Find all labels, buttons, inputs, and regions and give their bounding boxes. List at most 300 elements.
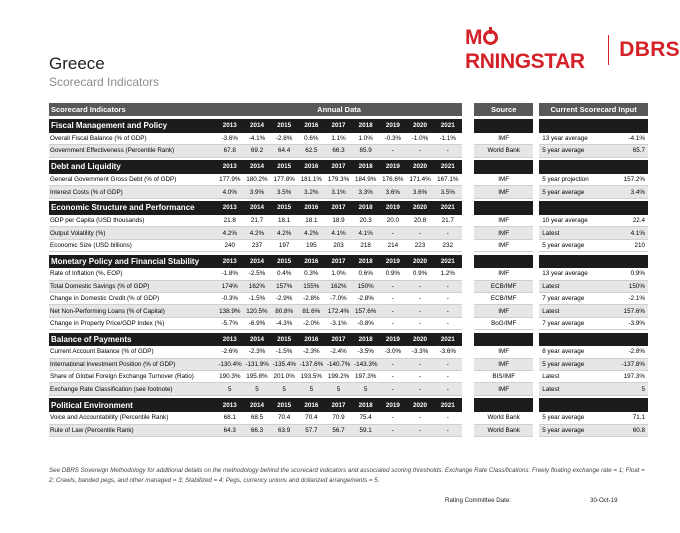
indicator-label: Share of Global Foreign Exchange Turnover (Ratio) [49, 371, 216, 383]
indicator-value: -2.8% [298, 293, 325, 305]
indicator-value: - [406, 145, 433, 157]
indicator-source: IMF [474, 239, 533, 251]
indicator-value: - [406, 227, 433, 239]
indicator-value: - [379, 371, 406, 383]
year-header: 2020 [406, 333, 433, 347]
page-title: Greece [49, 54, 105, 73]
year-header: 2019 [379, 119, 406, 133]
year-header: 2014 [243, 201, 270, 215]
table-row [49, 227, 648, 239]
indicator-value: -2.5% [243, 268, 270, 280]
year-header: 2019 [379, 255, 406, 269]
indicator-value: -0.3% [379, 133, 406, 145]
indicator-value: 201.0% [271, 371, 298, 383]
year-header: 2014 [243, 255, 270, 269]
indicator-value: 218 [352, 239, 379, 251]
indicator-value: - [434, 371, 462, 383]
year-header: 2014 [243, 160, 270, 174]
table-row [49, 424, 648, 436]
indicator-value: 4.0% [216, 186, 243, 198]
year-header: 2018 [352, 333, 379, 347]
year-header: 2020 [406, 119, 433, 133]
indicator-value: -2.4% [325, 346, 352, 358]
company-logo [465, 26, 680, 73]
indicator-value: 120.5% [243, 305, 270, 317]
indicator-value: 171.4% [406, 174, 433, 186]
indicator-value: - [379, 145, 406, 157]
indicator-value: 57.7 [298, 424, 325, 436]
year-header: 2021 [434, 201, 462, 215]
year-header: 2020 [406, 201, 433, 215]
indicator-label: Net Non-Performing Loans (% of Capital) [49, 305, 216, 317]
indicator-value: -0.3% [216, 293, 243, 305]
year-header: 2017 [325, 160, 352, 174]
year-header: 2013 [216, 333, 243, 347]
indicator-value: - [434, 293, 462, 305]
indicator-value: 179.3% [325, 174, 352, 186]
indicator-source: World Bank [474, 412, 533, 424]
table-row [49, 293, 648, 305]
year-header: 2021 [434, 119, 462, 133]
year-header: 2015 [271, 160, 298, 174]
indicator-value: 0.6% [352, 268, 379, 280]
year-header: 2017 [325, 398, 352, 412]
year-header: 2019 [379, 333, 406, 347]
year-header: 2019 [379, 398, 406, 412]
page-header [0, 0, 680, 100]
table-row [49, 133, 648, 145]
input-value: 5 [606, 383, 648, 395]
indicator-value: - [379, 227, 406, 239]
indicator-value: - [406, 383, 433, 395]
indicator-value: 167.1% [434, 174, 462, 186]
indicator-value: - [434, 145, 462, 157]
indicator-value: -6.9% [243, 317, 270, 329]
indicator-source: IMF [474, 186, 533, 198]
indicator-value: 20.0 [379, 215, 406, 227]
indicator-label: General Government Gross Debt (% of GDP) [49, 174, 216, 186]
indicator-value: 0.4% [271, 268, 298, 280]
indicator-value: -131.9% [243, 358, 270, 370]
rating-committee-date: 30-Oct-19 [590, 497, 618, 504]
indicator-label: GDP per Capita (USD thousands) [49, 215, 216, 227]
indicator-value: -4.1% [243, 133, 270, 145]
input-value: 65.7 [606, 145, 648, 157]
table-row [49, 215, 648, 227]
year-header: 2016 [298, 398, 325, 412]
indicator-value: -5.7% [216, 317, 243, 329]
indicator-value: - [406, 358, 433, 370]
indicator-value: 0.3% [298, 268, 325, 280]
year-header: 2021 [434, 255, 462, 269]
indicator-source: IMF [474, 227, 533, 239]
indicator-source: IMF [474, 383, 533, 395]
indicator-value: 150% [352, 280, 379, 292]
indicator-value: 3.6% [379, 186, 406, 198]
indicator-source: World Bank [474, 424, 533, 436]
indicator-value: 0.9% [379, 268, 406, 280]
indicator-label: Interest Costs (% of GDP) [49, 186, 216, 198]
year-header: 2018 [352, 255, 379, 269]
indicator-value: 190.3% [216, 371, 243, 383]
table-row [49, 412, 648, 424]
indicator-value: -3.6% [434, 346, 462, 358]
page-subtitle: Scorecard Indicators [49, 75, 160, 89]
indicator-value: 4.2% [243, 227, 270, 239]
year-header: 2017 [325, 119, 352, 133]
indicator-value: - [434, 305, 462, 317]
year-header: 2014 [243, 119, 270, 133]
table-row [49, 371, 648, 383]
year-header: 2013 [216, 255, 243, 269]
indicator-value: - [379, 317, 406, 329]
indicator-source: IMF [474, 305, 533, 317]
indicator-value: 177.8% [271, 174, 298, 186]
indicator-value: 4.1% [352, 227, 379, 239]
section-title: Economic Structure and Performance [49, 201, 216, 215]
indicator-value: 3.9% [243, 186, 270, 198]
year-header: 2015 [271, 333, 298, 347]
table-header-row [49, 103, 648, 116]
section-title: Monetary Policy and Financial Stability [49, 255, 216, 269]
year-header: 2018 [352, 201, 379, 215]
indicator-source: BIS/IMF [474, 371, 533, 383]
indicator-value: 1.0% [352, 133, 379, 145]
indicator-value: - [379, 412, 406, 424]
indicator-value: 162% [325, 280, 352, 292]
indicator-source: IMF [474, 358, 533, 370]
indicator-value: -137.6% [298, 358, 325, 370]
year-header: 2016 [298, 201, 325, 215]
section-header-row [49, 201, 648, 215]
indicator-value: - [406, 280, 433, 292]
table-row [49, 268, 648, 280]
input-value: 157.6% [606, 305, 648, 317]
indicator-value: - [434, 358, 462, 370]
indicator-value: 3.5% [271, 186, 298, 198]
indicator-value: 64.4 [271, 145, 298, 157]
indicator-value: -3.5% [352, 346, 379, 358]
indicator-label: Change in Domestic Credit (% of GDP) [49, 293, 216, 305]
table-row [49, 186, 648, 198]
indicator-label: Voice and Accountability (Percentile Rank) [49, 412, 216, 424]
logo-ring-icon [483, 30, 498, 45]
input-description: Latest [539, 280, 606, 292]
indicator-value: 18.1 [298, 215, 325, 227]
indicator-value: -3.1% [325, 317, 352, 329]
indicator-value: 193.5% [298, 371, 325, 383]
indicator-value: 4.2% [271, 227, 298, 239]
indicator-source: IMF [474, 133, 533, 145]
year-header: 2018 [352, 398, 379, 412]
indicator-value: 172.4% [325, 305, 352, 317]
indicator-value: 68.1 [216, 412, 243, 424]
indicator-value: 3.2% [298, 186, 325, 198]
section-header-row [49, 119, 648, 133]
indicator-value: 3.3% [352, 186, 379, 198]
indicator-label: Exchange Rate Classification (see footnote) [49, 383, 216, 395]
year-header: 2015 [271, 201, 298, 215]
input-description: 8 year average [539, 346, 606, 358]
indicator-source: World Bank [474, 145, 533, 157]
indicator-value: 184.9% [352, 174, 379, 186]
indicator-value: 232 [434, 239, 462, 251]
indicator-value: 195.8% [243, 371, 270, 383]
morningstar-logo: MRNINGSTAR [465, 26, 585, 73]
input-description: 7 year average [539, 293, 606, 305]
indicator-value: -3.0% [379, 346, 406, 358]
input-value: 4.1% [606, 227, 648, 239]
input-value: 210 [606, 239, 648, 251]
input-value: 3.4% [606, 186, 648, 198]
indicator-value: -3.6% [216, 133, 243, 145]
year-header: 2014 [243, 398, 270, 412]
input-description: 13 year average [539, 268, 606, 280]
input-description: 5 year projection [539, 174, 606, 186]
indicator-value: 81.6% [298, 305, 325, 317]
indicator-value: 5 [325, 383, 352, 395]
year-header: 2017 [325, 333, 352, 347]
indicator-value: - [379, 383, 406, 395]
table-row [49, 280, 648, 292]
indicator-value: - [434, 412, 462, 424]
section-header-row [49, 398, 648, 412]
indicator-label: Current Account Balance (% of GDP) [49, 346, 216, 358]
logo-divider [608, 35, 609, 65]
table-row [49, 145, 648, 157]
indicator-value: -2.3% [298, 346, 325, 358]
indicator-value: - [434, 227, 462, 239]
indicator-value: - [434, 280, 462, 292]
indicator-value: - [379, 358, 406, 370]
indicator-value: -2.8% [352, 293, 379, 305]
table-row [49, 174, 648, 186]
input-description: 5 year average [539, 239, 606, 251]
input-description: 5 year average [539, 145, 606, 157]
table-row [49, 346, 648, 358]
indicator-value: 4.1% [325, 227, 352, 239]
input-value: 0.9% [606, 268, 648, 280]
indicator-value: 195 [298, 239, 325, 251]
indicator-source: IMF [474, 346, 533, 358]
indicator-label: Rate of Inflation (%, EOP) [49, 268, 216, 280]
year-header: 2020 [406, 255, 433, 269]
year-header: 2016 [298, 333, 325, 347]
indicator-value: 237 [243, 239, 270, 251]
indicator-value: 199.2% [325, 371, 352, 383]
header-annual-data: Annual Data [216, 103, 462, 116]
section-title: Balance of Payments [49, 333, 216, 347]
table-row [49, 317, 648, 329]
indicator-value: 18.1 [271, 215, 298, 227]
indicator-value: 20.8 [406, 215, 433, 227]
indicator-value: - [434, 317, 462, 329]
input-description: 5 year average [539, 412, 606, 424]
indicator-source: ECB/IMF [474, 293, 533, 305]
indicator-value: 66.3 [243, 424, 270, 436]
indicator-value: 3.1% [325, 186, 352, 198]
indicator-value: 1.0% [325, 268, 352, 280]
scorecard-table [49, 103, 648, 437]
indicator-label: Government Effectiveness (Percentile Rank) [49, 145, 216, 157]
indicator-value: -2.6% [216, 346, 243, 358]
indicator-value: - [406, 293, 433, 305]
indicator-value: -140.7% [325, 358, 352, 370]
input-description: 5 year average [539, 424, 606, 436]
table-row [49, 305, 648, 317]
indicator-value: 4.2% [298, 227, 325, 239]
indicator-value: 21.8 [216, 215, 243, 227]
indicator-value: -1.5% [243, 293, 270, 305]
input-value: -2.8% [606, 346, 648, 358]
indicator-value: 157% [271, 280, 298, 292]
indicator-value: 181.1% [298, 174, 325, 186]
year-header: 2021 [434, 398, 462, 412]
indicator-value: 5 [243, 383, 270, 395]
indicator-value: 240 [216, 239, 243, 251]
indicator-value: - [434, 383, 462, 395]
indicator-value: -4.3% [271, 317, 298, 329]
indicator-value: 223 [406, 239, 433, 251]
indicator-source: IMF [474, 268, 533, 280]
indicator-value: 0.6% [298, 133, 325, 145]
indicator-value: 203 [325, 239, 352, 251]
indicator-value: 3.6% [406, 186, 433, 198]
indicator-value: 56.7 [325, 424, 352, 436]
year-header: 2016 [298, 119, 325, 133]
indicator-value: -1.0% [406, 133, 433, 145]
footnote: See DBRS Sovereign Methodology for additional details on the methodology behind the scorecard indicators and associated scoring thresholds. Exchange Rate Classifications: Freely floating exchange rate = 1; Float = 2; Crawls, banded pegs, and other managed = 3; Stabilized = 4; Pegs, currency unions and dollarized arrangements = 5. [49, 467, 645, 484]
indicator-value: 21.7 [243, 215, 270, 227]
indicator-value: 157.6% [352, 305, 379, 317]
input-value: -4.1% [606, 133, 648, 145]
indicator-value: 177.9% [216, 174, 243, 186]
year-header: 2018 [352, 160, 379, 174]
indicator-value: 21.7 [434, 215, 462, 227]
section-title: Fiscal Management and Policy [49, 119, 216, 133]
section-title: Debt and Liquidity [49, 160, 216, 174]
indicator-value: 62.5 [298, 145, 325, 157]
input-description: Latest [539, 371, 606, 383]
indicator-value: 5 [216, 383, 243, 395]
indicator-label: International Investment Position (% of GDP) [49, 358, 216, 370]
input-value: 60.8 [606, 424, 648, 436]
section-header-row [49, 255, 648, 269]
indicator-value: 70.4 [271, 412, 298, 424]
indicator-value: -143.3% [352, 358, 379, 370]
section-title: Political Environment [49, 398, 216, 412]
indicator-value: 4.2% [216, 227, 243, 239]
indicator-value: 5 [298, 383, 325, 395]
year-header: 2013 [216, 119, 243, 133]
indicator-value: 155% [298, 280, 325, 292]
indicator-value: 180.2% [243, 174, 270, 186]
input-value: -137.8% [606, 358, 648, 370]
indicator-value: - [406, 305, 433, 317]
indicator-label: Output Volatility (%) [49, 227, 216, 239]
input-value: 150% [606, 280, 648, 292]
indicator-source: BoG/IMF [474, 317, 533, 329]
input-description: Latest [539, 305, 606, 317]
input-value: 71.1 [606, 412, 648, 424]
year-header: 2013 [216, 398, 243, 412]
indicator-value: - [406, 424, 433, 436]
indicator-value: 20.3 [352, 215, 379, 227]
header-current-input: Current Scorecard Input [539, 103, 648, 116]
indicator-value: 197.3% [352, 371, 379, 383]
input-description: 5 year average [539, 186, 606, 198]
input-description: 13 year average [539, 133, 606, 145]
rating-committee-label: Rating Committee Date: [445, 497, 512, 504]
indicator-value: - [406, 412, 433, 424]
header-source: Source [474, 103, 533, 116]
indicator-value: - [379, 305, 406, 317]
indicator-value: - [379, 280, 406, 292]
input-value: 157.2% [606, 174, 648, 186]
indicator-value: 70.4 [298, 412, 325, 424]
year-header: 2014 [243, 333, 270, 347]
indicator-value: - [406, 371, 433, 383]
indicator-value: 138.9% [216, 305, 243, 317]
year-header: 2016 [298, 255, 325, 269]
input-description: Latest [539, 383, 606, 395]
indicator-label: Economic Size (USD billions) [49, 239, 216, 251]
year-header: 2019 [379, 201, 406, 215]
indicator-value: 5 [271, 383, 298, 395]
indicator-value: -130.4% [216, 358, 243, 370]
indicator-value: 0.9% [406, 268, 433, 280]
table-row [49, 239, 648, 251]
section-header-row [49, 160, 648, 174]
indicator-value: 80.8% [271, 305, 298, 317]
year-header: 2013 [216, 160, 243, 174]
indicator-value: - [406, 317, 433, 329]
header-indicators: Scorecard Indicators [49, 103, 216, 116]
indicator-value: -2.3% [243, 346, 270, 358]
indicator-value: 162% [243, 280, 270, 292]
indicator-value: 174% [216, 280, 243, 292]
indicator-label: Rule of Law (Percentile Rank) [49, 424, 216, 436]
indicator-value: 214 [379, 239, 406, 251]
indicator-value: 66.3 [325, 145, 352, 157]
input-value: 22.4 [606, 215, 648, 227]
indicator-value: 63.9 [271, 424, 298, 436]
indicator-value: 64.3 [216, 424, 243, 436]
indicator-source: IMF [474, 174, 533, 186]
indicator-value: 197 [271, 239, 298, 251]
indicator-value: 1.1% [325, 133, 352, 145]
indicator-value: 69.2 [243, 145, 270, 157]
indicator-value: -2.0% [298, 317, 325, 329]
indicator-value: 3.5% [434, 186, 462, 198]
year-header: 2021 [434, 160, 462, 174]
indicator-value: 75.4 [352, 412, 379, 424]
input-value: -2.1% [606, 293, 648, 305]
table-row [49, 383, 648, 395]
input-description: Latest [539, 227, 606, 239]
indicator-value: 68.5 [243, 412, 270, 424]
indicator-value: 176.6% [379, 174, 406, 186]
table-row [49, 358, 648, 370]
indicator-value: 1.2% [434, 268, 462, 280]
indicator-value: 59.1 [352, 424, 379, 436]
dbrs-logo: DBRS [619, 38, 680, 61]
indicator-value: - [434, 424, 462, 436]
indicator-value: 18.9 [325, 215, 352, 227]
indicator-value: -3.3% [406, 346, 433, 358]
indicator-value: 67.8 [216, 145, 243, 157]
year-header: 2013 [216, 201, 243, 215]
